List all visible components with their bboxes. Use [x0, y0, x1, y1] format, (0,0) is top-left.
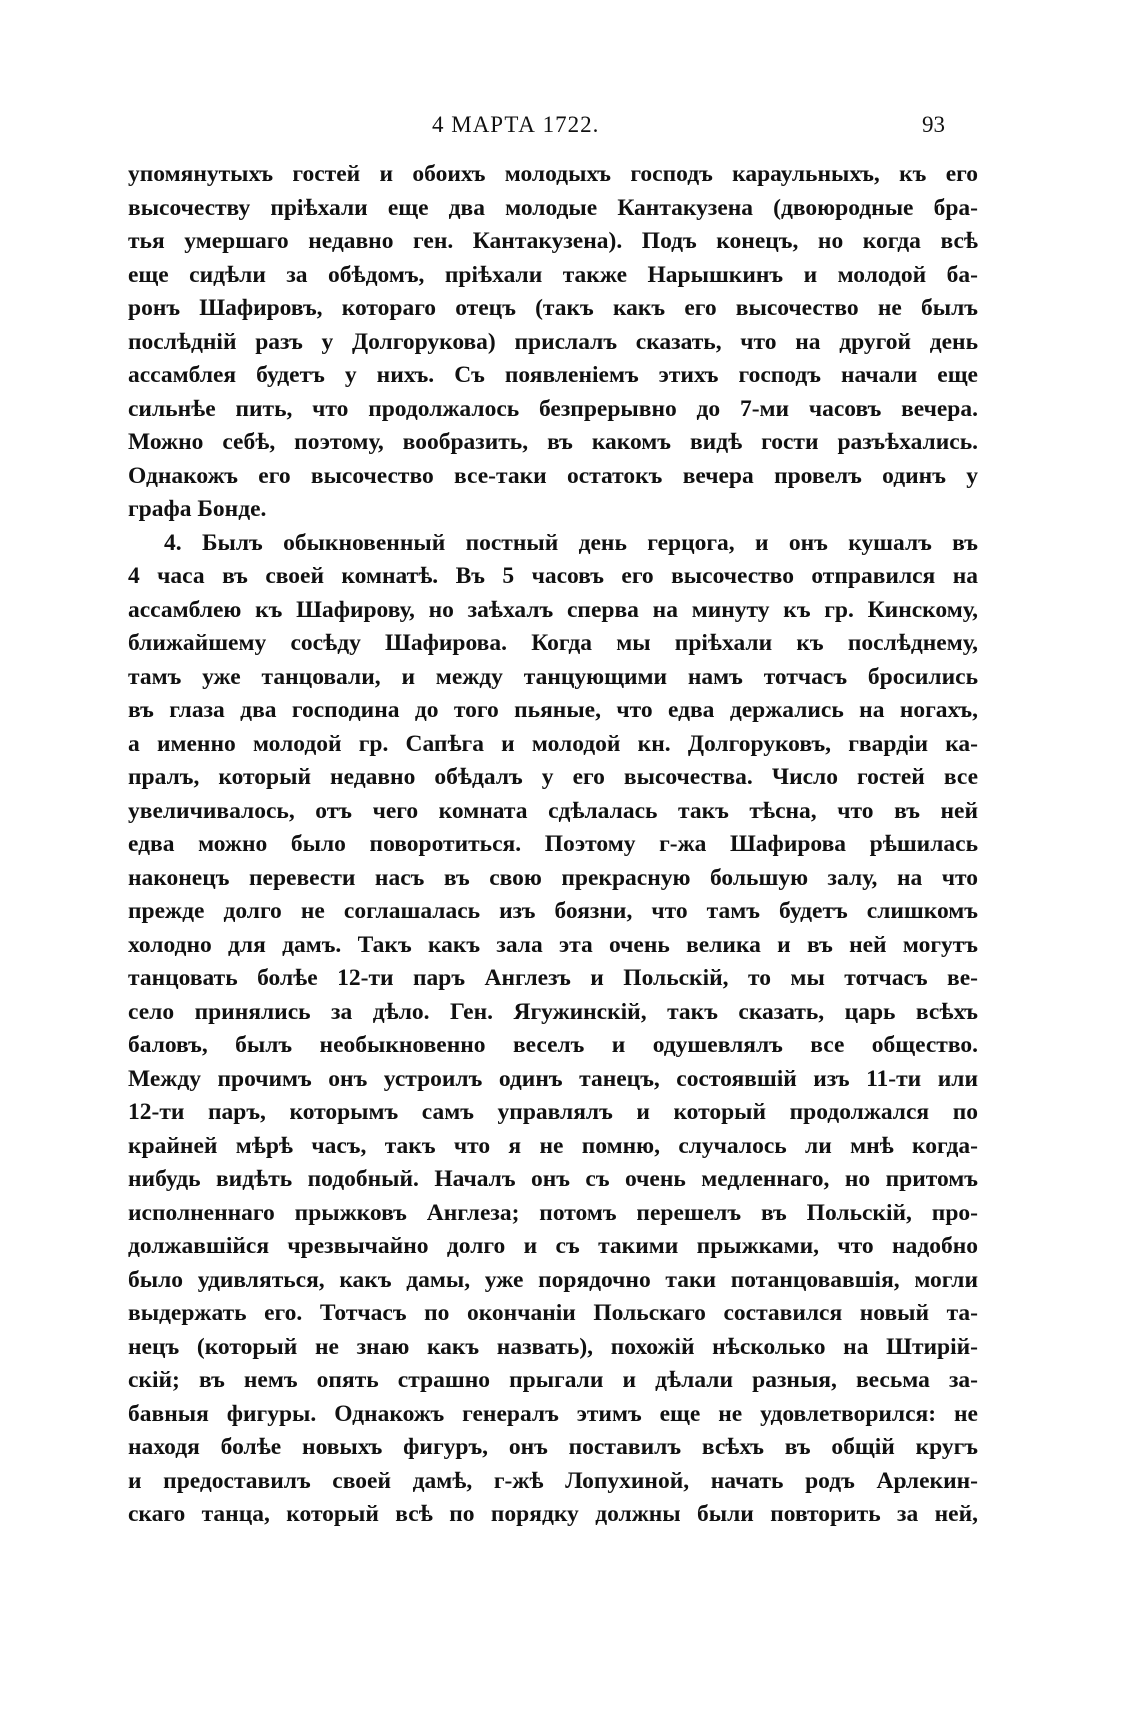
text-line: увеличивалось, отъ чего комната сдѣлалась такъ тѣсна, что въ ней: [128, 797, 978, 824]
page-header: [0, 112, 1140, 148]
text-line: графа Бонде.: [128, 496, 267, 522]
text-line: нибудь видѣть подобный. Началъ онъ съ очень медленнаго, но притомъ: [128, 1166, 978, 1192]
text-line: Однакожъ его высочество все-таки остатокъ вечера провелъ одинъ у: [128, 462, 978, 489]
text-line: находя болѣе новыхъ фигуръ, онъ поставилъ всѣхъ въ общій кругъ: [128, 1434, 978, 1460]
text-line: ассамблею къ Шафирову, но заѣхалъ сперва на минуту къ гр. Кинскому,: [128, 596, 978, 623]
text-line: скаго танца, который всѣ по порядку должны были повторить за ней,: [128, 1501, 978, 1527]
text-line: нецъ (который не знаю какъ назвать), похожій нѣсколько на Штирій-: [128, 1333, 978, 1360]
text-line: въ глаза два господина до того пьяные, что едва держались на ногахъ,: [128, 697, 978, 723]
text-line: бавныя фигуры. Однакожъ генералъ этимъ еще не удовлетворился: не: [128, 1400, 978, 1427]
text-line: сильнѣе пить, что продолжалось безпрерывно до 7-ми часовъ вечера.: [128, 395, 978, 422]
text-line: наконецъ перевести насъ въ свою прекрасную большую залу, на что: [128, 864, 978, 891]
text-line: ближайшему сосѣду Шафирова. Когда мы пріѣхали къ послѣднему,: [128, 630, 978, 656]
text-line: и предоставилъ своей дамѣ, г-жѣ Лопухиной, начать родъ Арлекин-: [128, 1467, 978, 1494]
text-line: скій; въ немъ опять страшно прыгали и дѣлали разныя, весьма за-: [128, 1367, 978, 1393]
text-line: тья умершаго недавно ген. Кантакузена). Подъ конецъ, но когда всѣ: [128, 228, 978, 254]
text-line: холодно для дамъ. Такъ какъ зала эта очень велика и въ ней могутъ: [128, 931, 978, 958]
text-line: Между прочимъ онъ устроилъ одинъ танецъ, состоявшій изъ 11-ти или: [128, 1065, 978, 1092]
text-line: тамъ уже танцовали, и между танцующими намъ тотчасъ бросились: [128, 663, 978, 690]
text-line: послѣдній разъ у Долгорукова) прислалъ сказать, что на другой день: [128, 328, 978, 355]
text-line: ронъ Шафировъ, котораго отецъ (такъ какъ его высочество не былъ: [128, 295, 978, 321]
page-number: 93: [922, 112, 945, 137]
text-line: высочеству пріѣхали еще два молодые Кантакузена (двоюродные бра-: [128, 194, 978, 221]
text-line: село принялись за дѣло. Ген. Ягужинскій, такъ сказать, царь всѣхъ: [128, 998, 978, 1025]
text-line: упомянутыхъ гостей и обоихъ молодыхъ господъ караульныхъ, къ его: [128, 161, 978, 187]
text-line: танцовать болѣе 12-ти паръ Англезъ и Польскій, то мы тотчасъ ве-: [128, 965, 978, 991]
body-text: [128, 158, 978, 1532]
text-line: должавшійся чрезвычайно долго и съ такими прыжками, что надобно: [128, 1233, 978, 1259]
text-line: баловъ, былъ необыкновенно веселъ и одушевлялъ все общество.: [128, 1032, 978, 1058]
text-line: прежде долго не соглашалась изъ боязни, что тамъ будетъ слишкомъ: [128, 898, 978, 924]
text-line: ассамблея будетъ у нихъ. Съ появленіемъ этихъ господъ начали еще: [128, 362, 978, 388]
running-title: 4 МАРТА 1722.: [432, 112, 600, 137]
text-line: а именно молодой гр. Сапѣга и молодой кн. Долгоруковъ, гвардіи ка-: [128, 730, 978, 757]
text-line: исполненнаго прыжковъ Англеза; потомъ перешелъ въ Польскій, про-: [128, 1199, 978, 1226]
text-line: 4 часа въ своей комнатѣ. Въ 5 часовъ его высочество отправился на: [128, 563, 978, 589]
text-line: выдержать его. Тотчасъ по окончаніи Польскаго составился новый та-: [128, 1300, 978, 1326]
text-line: крайней мѣрѣ часъ, такъ что я не помню, случалось ли мнѣ когда-: [128, 1132, 978, 1159]
text-line: еще сидѣли за обѣдомъ, пріѣхали также Нарышкинъ и молодой ба-: [128, 261, 978, 288]
text-line: Можно себѣ, поэтому, вообразить, въ какомъ видѣ гости разъѣхались.: [128, 429, 978, 455]
text-line-paragraph-start: 4. Былъ обыкновенный постный день герцога, и онъ кушалъ въ: [164, 529, 978, 556]
text-line: едва можно было поворотиться. Поэтому г-жа Шафирова рѣшилась: [128, 831, 978, 857]
text-line: 12-ти паръ, которымъ самъ управлялъ и который продолжался по: [128, 1099, 978, 1125]
text-line: пралъ, который недавно обѣдалъ у его высочества. Число гостей все: [128, 764, 978, 790]
text-line: было удивляться, какъ дамы, уже порядочно таки потанцовавшія, могли: [128, 1266, 978, 1293]
